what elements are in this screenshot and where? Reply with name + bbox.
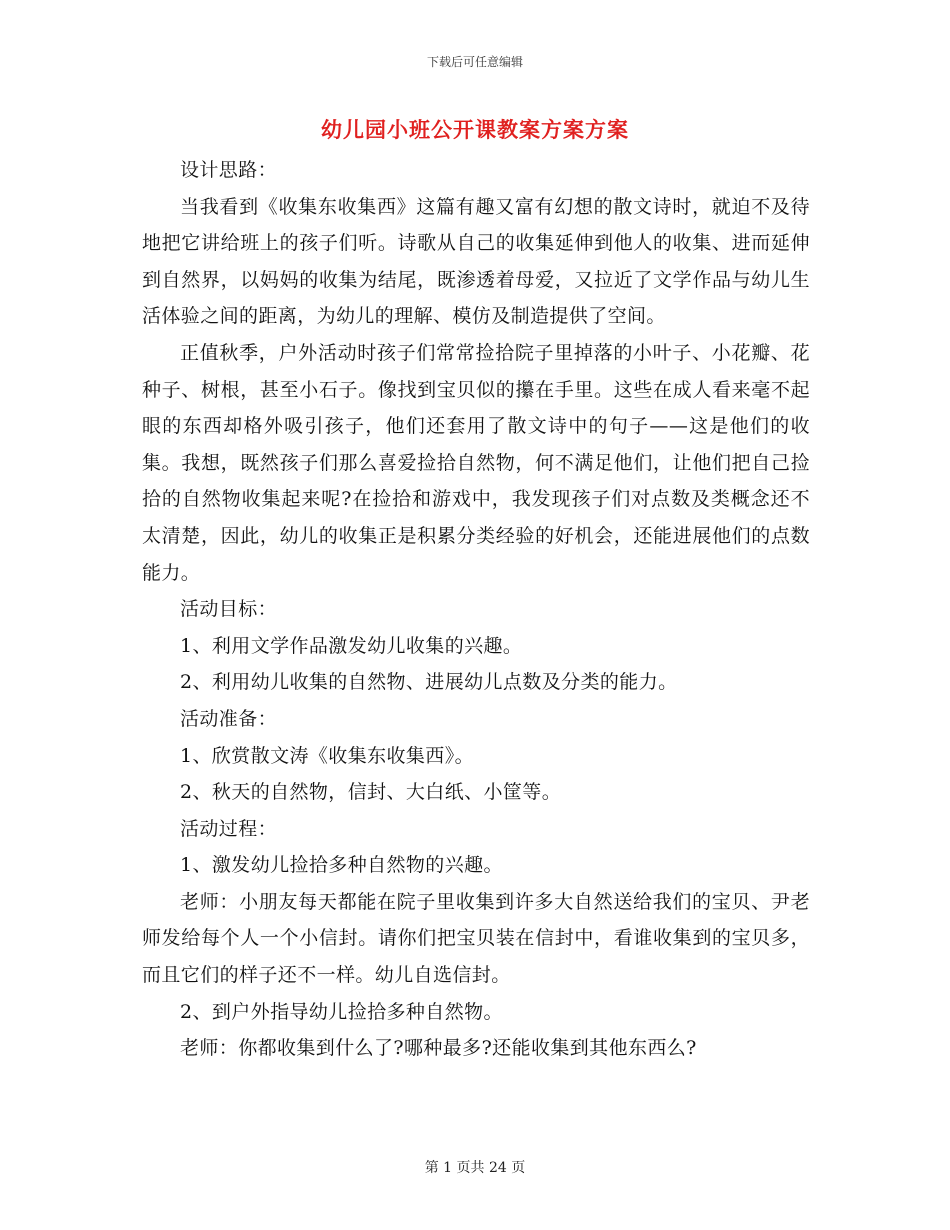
- document-body: [142, 152, 810, 1067]
- paragraph-process-heading: 活动过程：: [180, 817, 278, 840]
- paragraph-goal-2: 2、利用幼儿收集的自然物、进展幼儿点数及分类的能力。: [180, 671, 678, 694]
- paragraph-prep-heading: 活动准备：: [180, 707, 278, 730]
- paragraph-process-1: 1、激发幼儿捡拾多种自然物的兴趣。: [180, 854, 503, 877]
- paragraph-teacher-1: 老师：小朋友每天都能在院子里收集到许多大自然送给我们的宝贝、尹老师发给每个人一个小信封。请你们把宝贝装在信封中，看谁收集到的宝贝多，而且它们的样子还不一样。幼儿自选信封。: [142, 890, 810, 987]
- paragraph-prep-1: 1、欣赏散文涛《收集东收集西》。: [180, 744, 474, 767]
- document-title: 幼儿园小班公开课教案方案方案: [321, 117, 629, 142]
- paragraph-goals-heading: 活动目标：: [180, 598, 278, 621]
- paragraph-design-heading: 设计思路：: [180, 159, 278, 181]
- paragraph-design-2: 正值秋季，户外活动时孩子们常常捡拾院子里掉落的小叶子、小花瓣、花种子、树根，甚至小石子。像找到宝贝似的攥在手里。这些在成人看来毫不起眼的东西却格外吸引孩子，他们还套用了散文诗中的句子——这是他们的收集。我想，既然孩子们那么喜爱捡拾自然物，何不满足他们，让他们把自己捡拾的自然物收集起来呢?在捡拾和游戏中，我发现孩子们对点数及类概念还不太清楚，因此，幼儿的收集正是积累分类经验的好机会，还能进展他们的点数能力。: [142, 341, 810, 584]
- paragraph-prep-2: 2、秋天的自然物，信封、大白纸、小筐等。: [180, 781, 562, 804]
- paragraph-process-2: 2、到户外指导幼儿捡拾多种自然物。: [180, 1000, 503, 1023]
- paragraph-goal-1: 1、利用文学作品激发幼儿收集的兴趣。: [180, 634, 523, 657]
- page-header-note: 下载后可任意编辑: [426, 55, 523, 69]
- paragraph-design-1: 当我看到《收集东收集西》这篇有趣又富有幻想的散文诗时，就迫不及待地把它讲给班上的孩子们听。诗歌从自己的收集延伸到他人的收集、进而延伸到自然界，以妈妈的收集为结尾，既渗透着母爱，又拉近了文学作品与幼儿生活体验之间的距离，为幼儿的理解、模仿及制造提供了空间。: [142, 195, 810, 328]
- paragraph-teacher-2: 老师：你都收集到什么了?哪种最多?还能收集到其他东西么?: [180, 1037, 697, 1060]
- page-number: 第 1 页共 24 页: [424, 1160, 526, 1176]
